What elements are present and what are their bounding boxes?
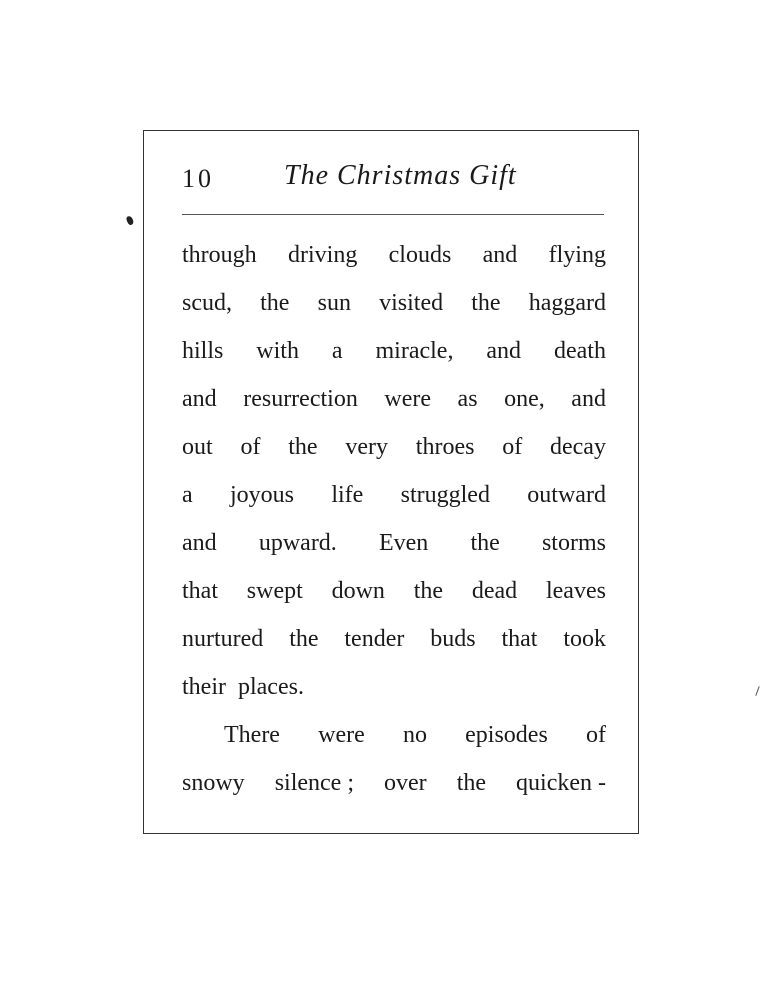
word: their bbox=[182, 674, 226, 700]
word: the bbox=[289, 626, 319, 652]
word: no bbox=[402, 722, 427, 748]
word: that bbox=[501, 626, 538, 652]
word: upward. bbox=[258, 530, 337, 556]
word: a bbox=[182, 482, 193, 508]
word: the bbox=[260, 290, 290, 316]
word: storms bbox=[541, 530, 606, 556]
word: the bbox=[471, 290, 501, 316]
word: scud, bbox=[182, 290, 232, 316]
word: tender bbox=[344, 626, 405, 652]
word: driving bbox=[288, 242, 358, 268]
word: of bbox=[502, 434, 523, 460]
word: and bbox=[486, 338, 522, 364]
word: resurrection bbox=[243, 386, 358, 412]
word: buds bbox=[430, 626, 476, 652]
text-line bbox=[182, 240, 606, 270]
word: over bbox=[384, 770, 427, 796]
word: the bbox=[456, 770, 487, 796]
word: outward bbox=[527, 482, 606, 508]
word: the bbox=[470, 530, 500, 556]
word: with bbox=[256, 338, 299, 364]
word: quicken - bbox=[516, 770, 606, 796]
word: nurtured bbox=[182, 626, 264, 652]
word: very bbox=[345, 434, 388, 460]
word: visited bbox=[379, 290, 444, 316]
page-number: 10 bbox=[182, 164, 214, 193]
word: throes bbox=[415, 434, 475, 460]
word: through bbox=[182, 242, 257, 268]
word: down bbox=[331, 578, 385, 604]
word: one, bbox=[504, 386, 545, 412]
text-line bbox=[182, 432, 606, 462]
word: were bbox=[318, 722, 365, 748]
header-rule bbox=[182, 214, 604, 215]
text-line bbox=[182, 480, 606, 510]
word: Even bbox=[378, 530, 429, 556]
word: hills bbox=[182, 338, 224, 364]
word: places. bbox=[237, 674, 304, 700]
text-line bbox=[182, 768, 606, 798]
word: swept bbox=[246, 578, 303, 604]
word: haggard bbox=[528, 290, 606, 316]
text-line bbox=[182, 576, 606, 606]
word: out bbox=[182, 434, 213, 460]
word: miracle, bbox=[375, 338, 454, 364]
word: of bbox=[585, 722, 606, 748]
text-line bbox=[182, 624, 606, 654]
word: flying bbox=[548, 242, 606, 268]
word: that bbox=[182, 578, 218, 604]
word: of bbox=[240, 434, 261, 460]
text-line bbox=[182, 336, 606, 366]
word: silence ; bbox=[274, 770, 354, 796]
word: death bbox=[553, 338, 606, 364]
word: and bbox=[182, 386, 217, 412]
word: the bbox=[288, 434, 318, 460]
text-line-indented bbox=[224, 720, 606, 750]
word: snowy bbox=[182, 770, 245, 796]
word: the bbox=[413, 578, 444, 604]
word: life bbox=[331, 482, 364, 508]
running-title: The Christmas Gift bbox=[284, 160, 517, 191]
text-line bbox=[182, 384, 606, 414]
word: struggled bbox=[400, 482, 490, 508]
word: episodes bbox=[465, 722, 548, 748]
word: as bbox=[457, 386, 478, 412]
text-line bbox=[182, 528, 606, 558]
margin-mark bbox=[755, 686, 759, 696]
word: dead bbox=[471, 578, 518, 604]
word: took bbox=[563, 626, 606, 652]
word: and bbox=[571, 386, 606, 412]
word: leaves bbox=[545, 578, 606, 604]
word: and bbox=[482, 242, 518, 268]
ink-speck bbox=[126, 215, 135, 226]
word: were bbox=[384, 386, 431, 412]
word: clouds bbox=[388, 242, 452, 268]
text-line bbox=[182, 672, 606, 702]
word: and bbox=[182, 530, 217, 556]
word: a bbox=[331, 338, 343, 364]
running-head bbox=[182, 160, 606, 200]
word: decay bbox=[550, 434, 606, 460]
text-line bbox=[182, 288, 606, 318]
word: There bbox=[224, 722, 280, 748]
word: joyous bbox=[229, 482, 294, 508]
word: sun bbox=[317, 290, 351, 316]
